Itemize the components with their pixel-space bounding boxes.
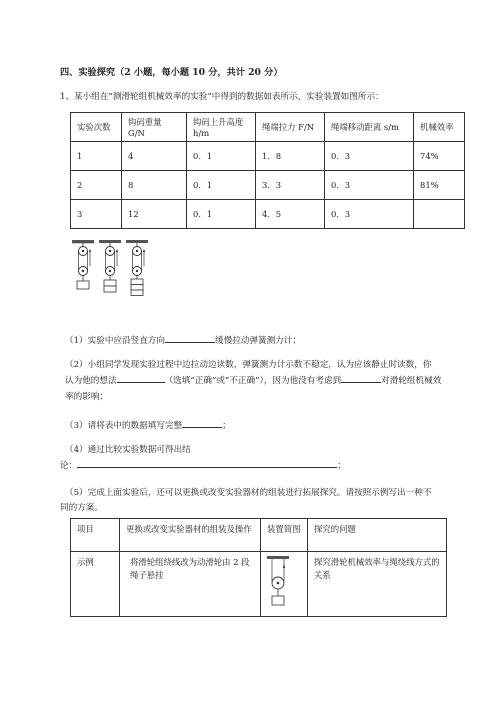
table-cell: 2 — [71, 171, 122, 200]
pulley-setup-3 — [126, 240, 148, 296]
table-row — [71, 552, 447, 617]
table-cell: 4 — [122, 142, 187, 171]
subquestion-3: （3）请将表中的数据填写完整 ； — [65, 418, 231, 434]
table-cell: 0．1 — [187, 142, 256, 171]
table-header-cell: 机械效率 — [414, 113, 465, 142]
table-cell: 将滑轮组绕线改为动滑轮由 2 段绳子悬挂 — [120, 552, 261, 617]
table-header-cell: 绳端拉力 F/N — [256, 113, 325, 142]
answer-blank-2a[interactable] — [117, 373, 165, 383]
table-header-cell: 钩码上升高度 h/m — [187, 113, 256, 142]
section-title: 四、实验探究（2 小题，每小题 10 分，共计 20 分） — [60, 67, 283, 78]
table-cell: 0．1 — [187, 171, 256, 200]
data-table — [70, 112, 465, 229]
table-cell: 3．3 — [256, 171, 325, 200]
table-cell: 0．3 — [325, 171, 414, 200]
table-header-cell: 实验次数 — [71, 113, 122, 142]
pulley-apparatus-figure — [72, 240, 152, 300]
table-cell: 0．3 — [325, 200, 414, 229]
table-header-cell: 绳端移动距离 s/m — [325, 113, 414, 142]
subquestion-5: （5）完成上面实验后，还可以更换或改变实验器材的组装进行拓展探究。请按照示例写出一种不 同的方案。 — [60, 488, 432, 514]
table-cell: 74% — [414, 142, 465, 171]
answer-blank-1[interactable] — [165, 333, 215, 343]
table-header-row — [71, 519, 447, 552]
table-header-cell: 装置简图 — [261, 519, 308, 552]
subquestion-2: （2）小组同学发现实验过程中边拉动边读数，弹簧测力计示数不稳定，认为应该静止时读数，你 认为他的想法 （选填“正确”或“不正确”），因为他没有考虑到 对滑轮组机械效 率的影响； — [65, 360, 442, 402]
table-cell: 12 — [122, 200, 187, 229]
question1-intro: 1、某小组在“测滑轮组机械效率的实验”中得到的数据如表所示，实验装置如图所示： — [60, 92, 384, 102]
table-cell: 3 — [71, 200, 122, 229]
table-header-cell: 项目 — [71, 519, 120, 552]
extension-table — [70, 518, 447, 617]
answer-blank-2b[interactable] — [341, 373, 381, 383]
subquestion-1: （1）实验中应沿竖直方向 缓慢拉动弹簧测力计； — [65, 333, 301, 349]
table-row — [71, 200, 465, 229]
table-header-cell: 探究的问题 — [308, 519, 447, 552]
table-header-cell: 更换或改变实验器材的组装及操作 — [120, 519, 261, 552]
table-header-row — [71, 113, 465, 142]
table-cell: 0．3 — [325, 142, 414, 171]
pulley-setup-2 — [99, 240, 121, 292]
table-cell: 8 — [122, 171, 187, 200]
table-row — [71, 142, 465, 171]
subquestion-4: （4）通过比较实验数据可得出结 论： ； — [60, 445, 346, 472]
table-cell — [261, 552, 308, 617]
pulley-setup-1 — [72, 240, 94, 289]
efficiency-blank-cell[interactable] — [414, 200, 465, 229]
table-cell: 1 — [71, 142, 122, 171]
table-cell: 探究滑轮机械效率与绳绕线方式的关系 — [308, 552, 447, 617]
answer-blank-3[interactable] — [182, 418, 222, 428]
table-cell: 示例 — [71, 552, 120, 617]
table-row — [71, 171, 465, 200]
pulley-sketch-icon — [263, 554, 293, 610]
table-cell: 1．8 — [256, 142, 325, 171]
answer-blank-4[interactable] — [77, 458, 337, 468]
table-cell: 0．1 — [187, 200, 256, 229]
table-header-cell: 钩码重量 G/N — [122, 113, 187, 142]
table-cell: 4．5 — [256, 200, 325, 229]
table-cell: 81% — [414, 171, 465, 200]
